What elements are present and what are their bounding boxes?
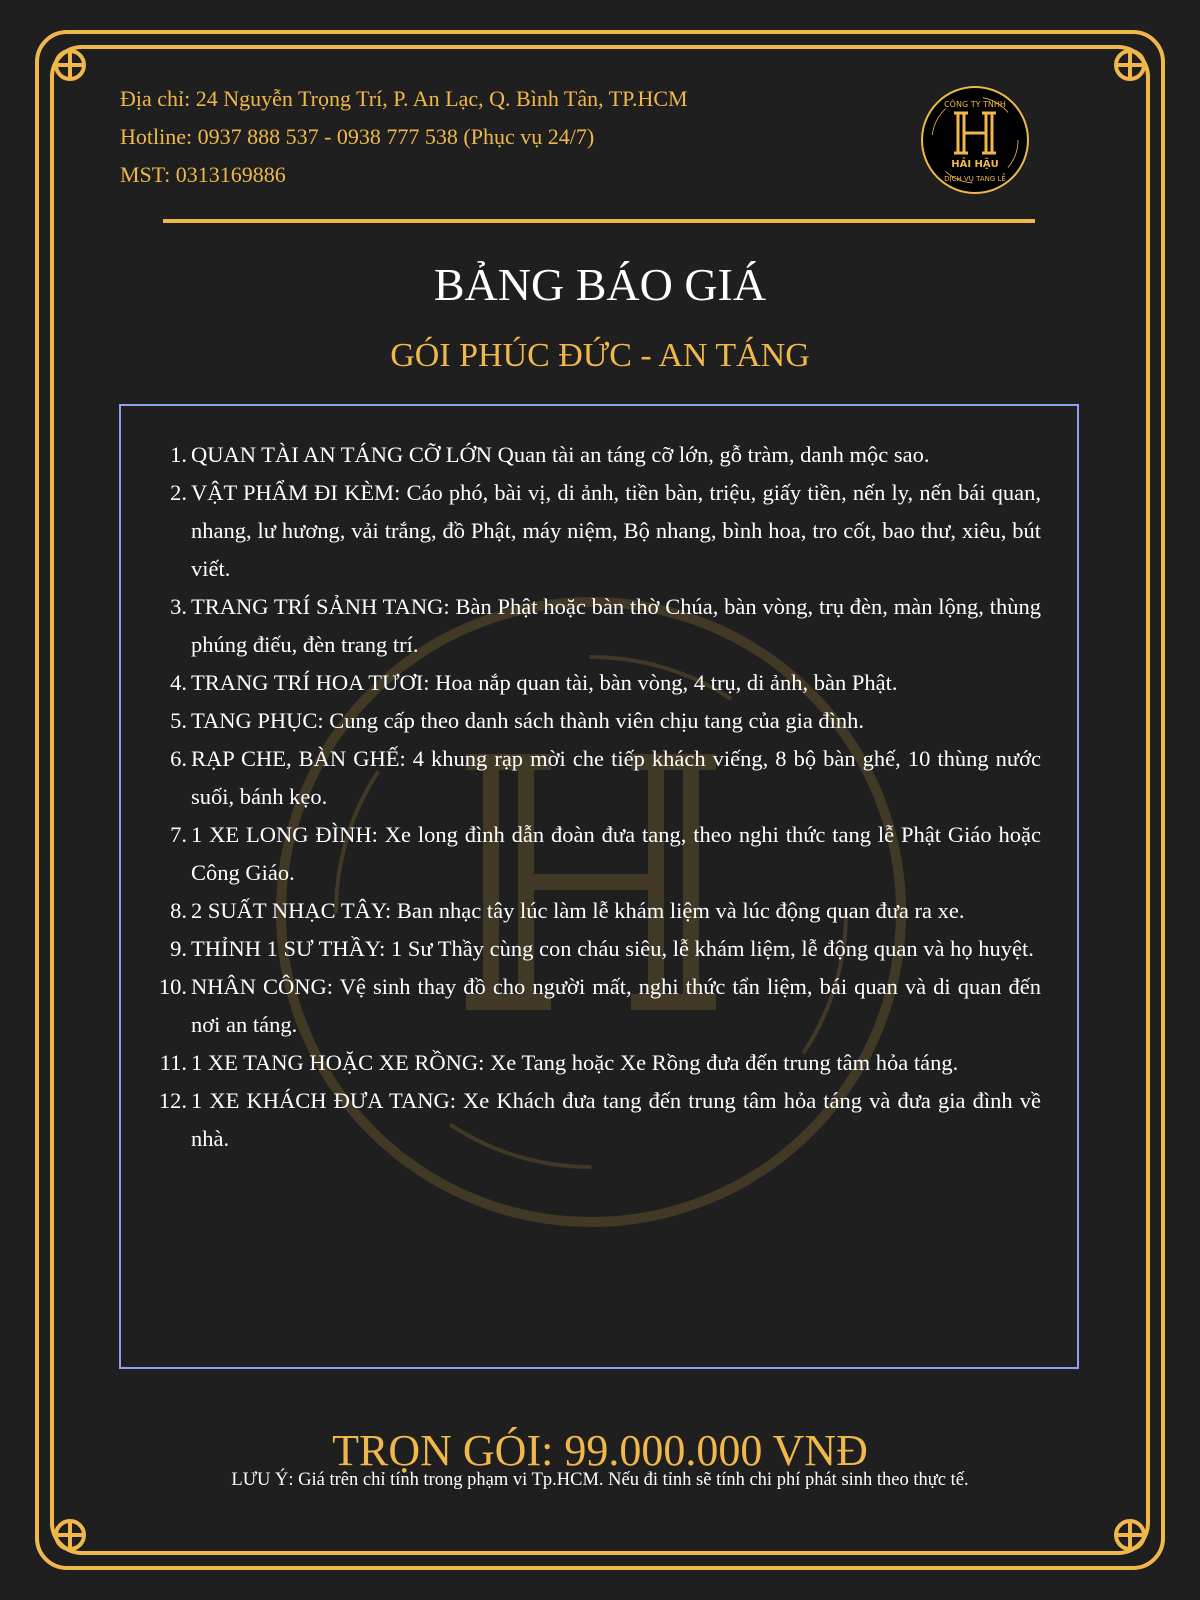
- item-number: 12.: [158, 1088, 187, 1113]
- corner-knot-icon: [1116, 1521, 1144, 1549]
- item-number: 7.: [170, 822, 187, 847]
- list-item: [171, 436, 1041, 474]
- item-text: 1 XE KHÁCH ĐƯA TANG: Xe Khách đưa tang đến trung tâm hỏa táng và đưa gia đình về nhà.: [191, 1088, 1041, 1151]
- company-logo: [920, 85, 1030, 195]
- item-number: 8.: [170, 898, 187, 923]
- divider: [163, 219, 1035, 223]
- item-text: TRANG TRÍ HOA TƯƠI: Hoa nắp quan tài, bàn vòng, 4 trụ, di ảnh, bàn Phật.: [191, 670, 898, 695]
- item-text: QUAN TÀI AN TÁNG CỠ LỚN Quan tài an táng cỡ lớn, gỗ tràm, danh mộc sao.: [191, 442, 930, 467]
- list-item: [171, 474, 1041, 588]
- item-number: 9.: [170, 936, 187, 961]
- service-list: [158, 436, 1041, 1158]
- page-title: BẢNG BÁO GIÁ: [433, 259, 767, 310]
- svg-text:HẢI HẬU: HẢI HẬU: [951, 159, 999, 170]
- svg-text:DỊCH VỤ TANG LỄ: DỊCH VỤ TANG LỄ: [944, 175, 1006, 183]
- item-text: TANG PHỤC: Cung cấp theo danh sách thành viên chịu tang của gia đình.: [191, 708, 865, 733]
- list-item: [158, 968, 1041, 1044]
- list-item: [158, 1082, 1041, 1158]
- item-text: VẬT PHẨM ĐI KÈM: Cáo phó, bài vị, di ảnh, tiền bàn, triệu, giấy tiền, nến ly, nến bái quan, nhang, lư hương, vải trắng, đồ Phật, máy niệm, Bộ nhang, bình hoa, tro cốt, bao thư, xiêu, bút viết.: [191, 480, 1041, 581]
- list-item: [171, 930, 1041, 968]
- package-total-price: TRỌN GÓI: 99.000.000 VNĐ: [332, 1426, 868, 1475]
- contact-info: [120, 80, 688, 194]
- address: Địa chỉ: 24 Nguyễn Trọng Trí, P. An Lạc, Q. Bình Tân, TP.HCM: [120, 86, 688, 111]
- list-item: [171, 588, 1041, 664]
- corner-knot-icon: [1116, 51, 1144, 79]
- item-text: NHÂN CÔNG: Vệ sinh thay đồ cho người mất, nghi thức tẩn liệm, bái quan và di quan đến nơi an táng.: [191, 974, 1041, 1037]
- list-item: [159, 1044, 1041, 1082]
- list-item: [171, 892, 1041, 930]
- tax-id: MST: 0313169886: [120, 162, 286, 187]
- corner-knot-icon: [56, 1521, 84, 1549]
- item-number: 4.: [170, 670, 187, 695]
- item-number: 3.: [170, 594, 187, 619]
- item-number: 2.: [170, 480, 187, 505]
- list-item: [171, 702, 1041, 740]
- item-text: 1 XE LONG ĐÌNH: Xe long đình dẫn đoàn đưa tang, theo nghi thức tang lễ Phật Giáo hoặc Công Giáo.: [191, 822, 1041, 885]
- list-item: [171, 816, 1041, 892]
- item-text: RẠP CHE, BÀN GHẾ: 4 khung rạp mời che tiếp khách viếng, 8 bộ bàn ghế, 10 thùng nước suối, bánh kẹo.: [191, 746, 1041, 809]
- item-text: THỈNH 1 SƯ THẦY: 1 Sư Thầy cùng con cháu siêu, lễ khám liệm, lễ động quan và họ huyệt.: [191, 936, 1034, 961]
- item-number: 1.: [170, 442, 187, 467]
- list-item: [171, 740, 1041, 816]
- item-text: TRANG TRÍ SẢNH TANG: Bàn Phật hoặc bàn thờ Chúa, bàn vòng, trụ đèn, màn lộng, thùng phúng điếu, đèn trang trí.: [191, 594, 1041, 657]
- item-number: 11.: [159, 1050, 187, 1075]
- package-name: GÓI PHÚC ĐỨC - AN TÁNG: [390, 337, 810, 374]
- items-box: [119, 404, 1079, 1369]
- item-number: 5.: [170, 708, 187, 733]
- list-item: [171, 664, 1041, 702]
- item-text: 1 XE TANG HOẶC XE RỒNG: Xe Tang hoặc Xe Rồng đưa đến trung tâm hỏa táng.: [191, 1050, 959, 1075]
- svg-text:CÔNG TY TNHH: CÔNG TY TNHH: [944, 100, 1006, 109]
- hotline: Hotline: 0937 888 537 - 0938 777 538 (Phục vụ 24/7): [120, 124, 595, 149]
- item-number: 10.: [158, 974, 187, 999]
- item-number: 6.: [170, 746, 187, 771]
- corner-knot-icon: [56, 51, 84, 79]
- item-text: 2 SUẤT NHẠC TÂY: Ban nhạc tây lúc làm lễ khám liệm và lúc động quan đưa ra xe.: [191, 898, 965, 923]
- pricing-note: LƯU Ý: Giá trên chỉ tính trong phạm vi Tp.HCM. Nếu đi tỉnh sẽ tính chi phí phát sinh theo thực tế.: [231, 1470, 969, 1490]
